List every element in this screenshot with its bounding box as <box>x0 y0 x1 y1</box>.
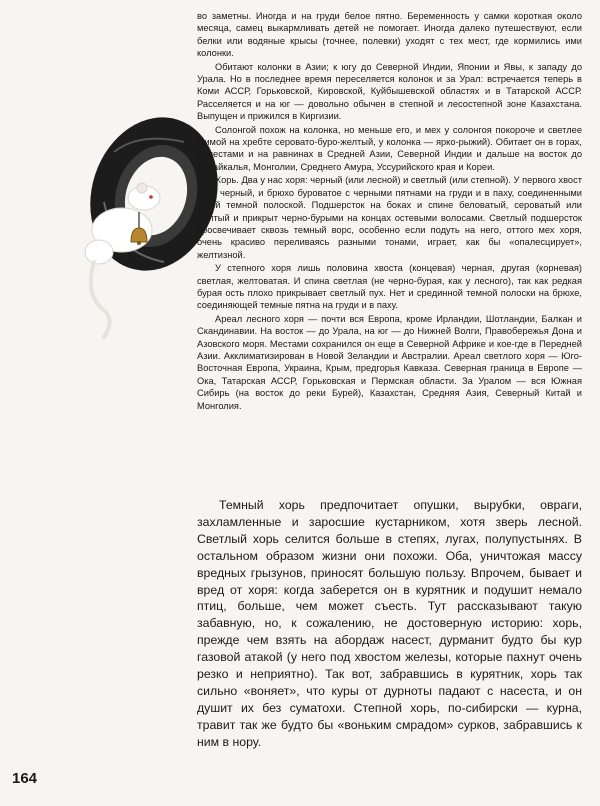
page-number: 164 <box>12 770 38 787</box>
paragraph: Солонгой похож на колонка, но меньше его, и мех у солонгоя покороче и светлее (зимой на хребте серовато-буро-желтый, у колонка — ярко-рыжий). Обитает он в горах, а местами и на равнинах в Средней Азии, Северной Индии и дальше на восток до Забайкалья, Монголии, Среднего Амура, Уссурийского края и Кореи. <box>197 124 582 172</box>
paragraph: Хорь. Два у нас хоря: черный (или лесной) и светлый (или степной). У первого хвост весь черный, и брюхо буроватое с черными пятнами на груди и в паху, соединенными узкой темной полоской. Подшерсток на боках и спине беловатый, сероватый или желтый и прикрыт черно-бурыми на концах остевыми волосами. Светлый подшерсток просвечивает сквозь темный ворс, особенно если подуть на него, оттого мех хоря, очень красиво переливаясь разными тонами, играет, как бы «опалесцирует», желтизной. <box>197 175 582 260</box>
paragraph: во заметны. Иногда и на груди белое пятно. Беременность у самки короткая около месяца, самец выкармливать детей не помогает. Иногда далеко путешествуют, если белки или водяные крысы (точнее, полевки) уходят с тех мест, где кормились ими колонки. <box>197 11 582 59</box>
paragraph: Темный хорь предпочитает опушки, вырубки, овраги, захламленные и заросшие кустарником, хотя зверь лесной. Светлый хорь селится больше в степях, лугах, полупустынях. В остальном образом жизни они похожи. Оба, уничтожая массу вредных грызунов, приносят большую пользу. Впрочем, бывает и вред от хоря: когда заберется он в курятник и подушит немало птиц, больше, чем может съесть. Тут рассказывают такую забавную, но, к сожалению, не достоверную историю: хорь, прежде чем взять на абордаж насест, дурманит будто бы кур газовой атакой (у него под хвостом железы, которые пахнут очень резко и неприятно). Так вот, забравшись в курятник, хорь так сильно «воняет», что куры от дурноты падают с насеста, и он душит их без суматохи. Степной хорь, по-сибирски — курна, травит так же будто бы «воньким смрадом» сурков, забравшись к ним в нору. <box>197 498 582 749</box>
large-print-column <box>197 497 582 751</box>
paragraph: Ареал лесного хоря — почти вся Европа, кроме Ирландии, Шотландии, Балкан и Скандинавии. На восток — до Урала, на юг — до Нижней Волги, Правобережья Дона и Азовского моря. Местами сохранился он еще в Северной Африке и кое-где в Передней Азии. Акклиматизирован в Новой Зеландии и Австралии. Ареал светлого хоря — Юго-Восточная Европа, Украина, Крым, предгорья Кавказа. Северная граница в Европе — Ока, Татарская АССР, Горьковская и Пермская области. За Уралом — вся Южная Сибирь (на восток до реки Бурей), Казахстан, Средняя Азия, Северный Китай и Монголия. <box>197 313 582 411</box>
paragraph: У степного хоря лишь половина хвоста (концевая) черная, другая (корневая) светлая, желтоватая. И спина светлая (не черно-бурая, как у лесного), так как редкая бурая ость плохо прикрывает светлый пух. Нет и срединной темной полоски на брюхе, соединяющей темные пятна на груди и в паху. <box>197 263 582 311</box>
small-print-column <box>197 10 582 412</box>
paragraph: Обитают колонки в Азии; к югу до Северной Индии, Японии и Явы, к западу до Урала. Но в последнее время переселяется колонок и за Урал: встречается теперь в Коми АССР, Горьковской, Кировской, Куйбышевской областях и в Татарской АССР. Расселяется и на юг — довольно обычен в степной и лесостепной зоне Казахстана. Выпущен и прижился в Киргизии. <box>197 61 582 122</box>
